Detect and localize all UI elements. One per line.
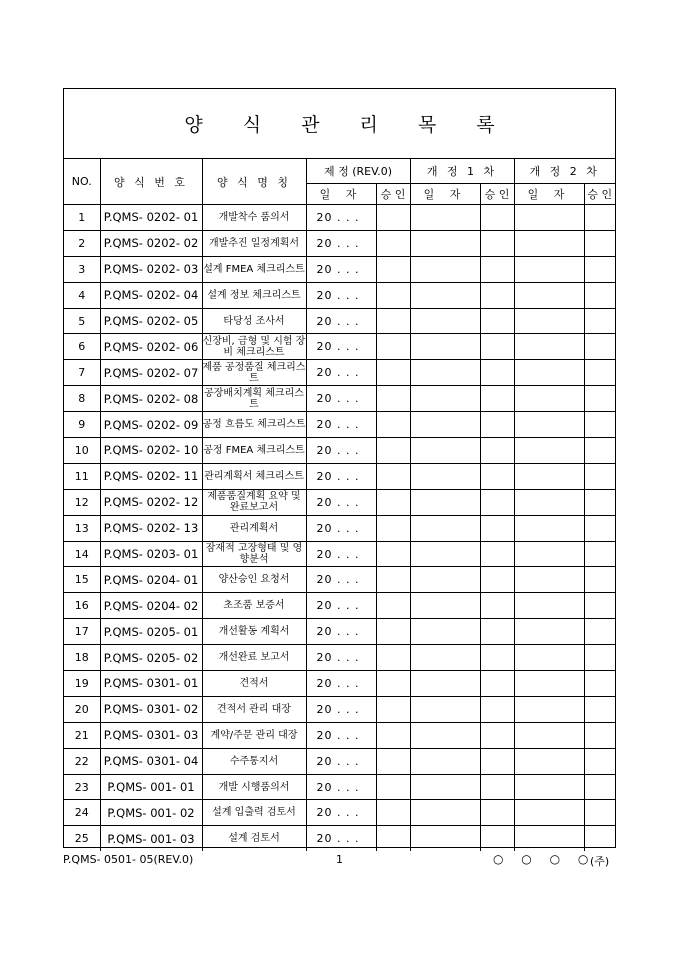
row-code: P.QMS- 0301- 03 xyxy=(100,722,202,748)
row-name: 개발 시행품의서 xyxy=(202,774,306,800)
header-rev2: 개 정 2 차 xyxy=(514,159,615,184)
row-rev1-date xyxy=(410,619,480,645)
row-rev2-approve xyxy=(584,489,615,515)
row-no: 21 xyxy=(64,722,100,748)
row-rev0-approve xyxy=(376,412,410,438)
row-rev0-date: 20 . . . xyxy=(306,774,376,800)
row-rev1-date xyxy=(410,205,480,231)
row-rev0-date: 20 . . . xyxy=(306,334,376,360)
row-rev0-approve xyxy=(376,205,410,231)
row-name: 계약/주문 관리 대장 xyxy=(202,722,306,748)
row-name: 공장배치계획 체크리스트 xyxy=(202,386,306,412)
row-no: 10 xyxy=(64,438,100,464)
row-rev1-approve xyxy=(480,438,514,464)
row-rev2-date xyxy=(514,256,584,282)
row-rev2-approve xyxy=(584,256,615,282)
row-rev2-date xyxy=(514,567,584,593)
row-rev1-approve xyxy=(480,567,514,593)
row-no: 15 xyxy=(64,567,100,593)
footer-form-code: P.QMS- 0501- 05(REV.0) xyxy=(63,853,194,866)
row-code: P.QMS- 0202- 05 xyxy=(100,308,202,334)
row-name: 관리계획서 체크리스트 xyxy=(202,463,306,489)
row-rev0-date: 20 . . . xyxy=(306,722,376,748)
row-no: 23 xyxy=(64,774,100,800)
row-rev0-approve xyxy=(376,619,410,645)
header-rev1-date: 일 자 xyxy=(410,184,480,205)
row-rev1-date xyxy=(410,438,480,464)
row-rev1-date xyxy=(410,541,480,567)
row-rev1-approve xyxy=(480,489,514,515)
row-rev0-date: 20 . . . xyxy=(306,567,376,593)
row-rev0-date: 20 . . . xyxy=(306,489,376,515)
row-code: P.QMS- 0202- 09 xyxy=(100,412,202,438)
row-no: 4 xyxy=(64,282,100,308)
row-name: 공정 흐름도 체크리스트 xyxy=(202,412,306,438)
row-name: 신장비, 금형 및 시험 장비 체크리스트 xyxy=(202,335,306,358)
row-name: 설계 정보 체크리스트 xyxy=(202,282,306,308)
row-rev1-date xyxy=(410,308,480,334)
row-rev2-date xyxy=(514,230,584,256)
row-rev0-approve xyxy=(376,230,410,256)
row-rev0-date: 20 . . . xyxy=(306,230,376,256)
row-rev2-approve xyxy=(584,826,615,851)
row-rev0-approve xyxy=(376,360,410,386)
row-code: P.QMS- 001- 02 xyxy=(100,800,202,826)
row-rev1-date xyxy=(410,696,480,722)
table-row xyxy=(64,567,615,593)
row-no: 11 xyxy=(64,463,100,489)
row-rev2-approve xyxy=(584,334,615,360)
row-no: 13 xyxy=(64,515,100,541)
row-rev0-date: 20 . . . xyxy=(306,645,376,671)
row-no: 6 xyxy=(64,334,100,360)
row-rev2-approve xyxy=(584,205,615,231)
row-rev2-date xyxy=(514,515,584,541)
table-row xyxy=(64,826,615,851)
row-rev1-date xyxy=(410,230,480,256)
row-rev1-date xyxy=(410,722,480,748)
row-rev1-approve xyxy=(480,256,514,282)
row-rev2-approve xyxy=(584,645,615,671)
row-rev2-approve xyxy=(584,774,615,800)
row-rev2-date xyxy=(514,438,584,464)
row-code: P.QMS- 001- 03 xyxy=(100,826,202,851)
row-no: 12 xyxy=(64,489,100,515)
table-row xyxy=(64,386,615,412)
row-rev2-date xyxy=(514,800,584,826)
row-no: 7 xyxy=(64,360,100,386)
row-code: P.QMS- 0202- 12 xyxy=(100,489,202,515)
header-rev1-approve: 승 인 xyxy=(480,184,514,205)
row-rev0-date: 20 . . . xyxy=(306,593,376,619)
row-rev2-date xyxy=(514,360,584,386)
row-rev0-approve xyxy=(376,748,410,774)
row-rev0-date: 20 . . . xyxy=(306,282,376,308)
table-row xyxy=(64,463,615,489)
row-no: 19 xyxy=(64,671,100,697)
header-rev0-approve: 승 인 xyxy=(376,184,410,205)
row-no: 8 xyxy=(64,386,100,412)
row-rev1-approve xyxy=(480,386,514,412)
page-footer xyxy=(63,853,616,869)
header-code: 양 식 번 호 xyxy=(100,159,202,205)
row-rev0-date: 20 . . . xyxy=(306,463,376,489)
row-no: 2 xyxy=(64,230,100,256)
row-rev1-date xyxy=(410,645,480,671)
table-row xyxy=(64,282,615,308)
row-rev2-approve xyxy=(584,567,615,593)
footer-page-number: 1 xyxy=(336,853,343,866)
row-rev2-date xyxy=(514,205,584,231)
row-name: 견적서 xyxy=(202,671,306,697)
row-rev1-date xyxy=(410,748,480,774)
form-list-table xyxy=(64,159,615,851)
row-rev2-approve xyxy=(584,438,615,464)
row-rev0-approve xyxy=(376,541,410,567)
row-name: 개선활동 계획서 xyxy=(202,619,306,645)
row-rev0-date: 20 . . . xyxy=(306,541,376,567)
row-rev0-date: 20 . . . xyxy=(306,696,376,722)
row-rev0-approve xyxy=(376,489,410,515)
row-no: 18 xyxy=(64,645,100,671)
row-rev2-approve xyxy=(584,360,615,386)
row-rev2-date xyxy=(514,463,584,489)
row-code: P.QMS- 0202- 02 xyxy=(100,230,202,256)
table-row xyxy=(64,308,615,334)
row-rev2-approve xyxy=(584,748,615,774)
row-rev2-date xyxy=(514,774,584,800)
row-code: P.QMS- 0202- 07 xyxy=(100,360,202,386)
row-rev2-approve xyxy=(584,800,615,826)
row-rev1-date xyxy=(410,489,480,515)
row-rev1-approve xyxy=(480,722,514,748)
row-no: 16 xyxy=(64,593,100,619)
row-rev2-date xyxy=(514,671,584,697)
row-rev2-date xyxy=(514,593,584,619)
row-rev2-approve xyxy=(584,386,615,412)
row-rev0-date: 20 . . . xyxy=(306,438,376,464)
row-rev2-date xyxy=(514,645,584,671)
row-rev2-approve xyxy=(584,722,615,748)
row-rev2-date xyxy=(514,748,584,774)
table-row xyxy=(64,722,615,748)
row-rev2-approve xyxy=(584,515,615,541)
row-rev0-approve xyxy=(376,722,410,748)
row-no: 20 xyxy=(64,696,100,722)
row-rev2-approve xyxy=(584,412,615,438)
row-code: P.QMS- 0205- 02 xyxy=(100,645,202,671)
row-rev2-date xyxy=(514,282,584,308)
row-rev2-date xyxy=(514,308,584,334)
row-code: P.QMS- 0203- 01 xyxy=(100,541,202,567)
row-no: 22 xyxy=(64,748,100,774)
row-rev1-approve xyxy=(480,412,514,438)
row-name: 공정 FMEA 체크리스트 xyxy=(202,438,306,464)
row-rev0-date: 20 . . . xyxy=(306,748,376,774)
table-row xyxy=(64,360,615,386)
row-name: 개선완료 보고서 xyxy=(202,645,306,671)
row-rev1-approve xyxy=(480,205,514,231)
header-row-1 xyxy=(64,159,615,184)
row-name: 제품품질계획 요약 및 완료보고서 xyxy=(202,489,306,515)
row-rev2-approve xyxy=(584,463,615,489)
row-no: 25 xyxy=(64,826,100,851)
row-name: 설계 FMEA 체크리스트 xyxy=(202,256,306,282)
row-rev0-approve xyxy=(376,774,410,800)
row-code: P.QMS- 0204- 01 xyxy=(100,567,202,593)
row-rev1-date xyxy=(410,386,480,412)
table-row xyxy=(64,334,615,360)
row-rev1-date xyxy=(410,282,480,308)
row-code: P.QMS- 0202- 10 xyxy=(100,438,202,464)
row-rev1-approve xyxy=(480,645,514,671)
row-rev2-date xyxy=(514,696,584,722)
row-rev2-date xyxy=(514,619,584,645)
row-no: 9 xyxy=(64,412,100,438)
row-rev1-date xyxy=(410,826,480,851)
row-rev1-approve xyxy=(480,671,514,697)
row-rev1-date xyxy=(410,515,480,541)
row-rev2-date xyxy=(514,386,584,412)
row-code: P.QMS- 0204- 02 xyxy=(100,593,202,619)
row-rev2-approve xyxy=(584,308,615,334)
row-rev1-approve xyxy=(480,515,514,541)
row-rev1-date xyxy=(410,463,480,489)
row-name: 견적서 관리 대장 xyxy=(202,696,306,722)
row-rev0-date: 20 . . . xyxy=(306,412,376,438)
row-code: P.QMS- 0202- 11 xyxy=(100,463,202,489)
row-name: 잠재적 고장형태 및 영향분석 xyxy=(202,541,306,567)
row-no: 17 xyxy=(64,619,100,645)
table-row xyxy=(64,541,615,567)
footer-company-suffix: (주) xyxy=(590,855,610,868)
row-rev0-approve xyxy=(376,593,410,619)
row-name: 개발추진 일정계획서 xyxy=(202,230,306,256)
row-rev1-approve xyxy=(480,360,514,386)
row-code: P.QMS- 0202- 04 xyxy=(100,282,202,308)
row-rev2-approve xyxy=(584,230,615,256)
header-rev2-approve: 승 인 xyxy=(584,184,615,205)
row-no: 5 xyxy=(64,308,100,334)
row-rev0-date: 20 . . . xyxy=(306,619,376,645)
table-row xyxy=(64,515,615,541)
header-name: 양 식 명 칭 xyxy=(202,159,306,205)
row-code: P.QMS- 0202- 03 xyxy=(100,256,202,282)
row-name: 개발착수 품의서 xyxy=(202,205,306,231)
row-name: 제품 공정품질 체크리스트 xyxy=(202,361,306,384)
row-rev2-approve xyxy=(584,282,615,308)
row-rev0-approve xyxy=(376,463,410,489)
row-rev2-approve xyxy=(584,619,615,645)
row-rev0-approve xyxy=(376,567,410,593)
row-rev0-approve xyxy=(376,800,410,826)
row-code: P.QMS- 0202- 01 xyxy=(100,205,202,231)
row-rev0-approve xyxy=(376,256,410,282)
row-rev1-approve xyxy=(480,748,514,774)
row-rev0-approve xyxy=(376,334,410,360)
row-rev0-approve xyxy=(376,438,410,464)
row-rev1-approve xyxy=(480,282,514,308)
row-rev0-approve xyxy=(376,308,410,334)
table-row xyxy=(64,205,615,231)
row-code: P.QMS- 001- 01 xyxy=(100,774,202,800)
row-code: P.QMS- 0301- 04 xyxy=(100,748,202,774)
header-rev0-date: 일 자 xyxy=(306,184,376,205)
row-rev1-approve xyxy=(480,696,514,722)
row-rev2-date xyxy=(514,541,584,567)
table-row xyxy=(64,489,615,515)
row-rev0-approve xyxy=(376,282,410,308)
row-code: P.QMS- 0202- 13 xyxy=(100,515,202,541)
header-rev1: 개 정 1 차 xyxy=(410,159,514,184)
row-rev0-date: 20 . . . xyxy=(306,515,376,541)
row-code: P.QMS- 0205- 01 xyxy=(100,619,202,645)
row-rev0-date: 20 . . . xyxy=(306,386,376,412)
header-no: NO. xyxy=(64,159,100,205)
row-rev2-date xyxy=(514,334,584,360)
header-rev2-date: 일 자 xyxy=(514,184,584,205)
row-no: 1 xyxy=(64,205,100,231)
row-name: 타당성 조사서 xyxy=(202,308,306,334)
row-rev1-date xyxy=(410,567,480,593)
row-rev0-approve xyxy=(376,671,410,697)
row-rev1-approve xyxy=(480,619,514,645)
row-name: 수주통지서 xyxy=(202,748,306,774)
row-rev2-approve xyxy=(584,593,615,619)
row-rev1-approve xyxy=(480,774,514,800)
row-rev2-date xyxy=(514,412,584,438)
row-rev1-date xyxy=(410,360,480,386)
row-no: 3 xyxy=(64,256,100,282)
row-rev1-approve xyxy=(480,334,514,360)
row-name: 양산승인 요청서 xyxy=(202,567,306,593)
row-rev1-approve xyxy=(480,800,514,826)
row-rev1-date xyxy=(410,774,480,800)
row-rev2-date xyxy=(514,826,584,851)
row-rev1-approve xyxy=(480,463,514,489)
table-row xyxy=(64,593,615,619)
row-rev1-date xyxy=(410,334,480,360)
row-rev0-date: 20 . . . xyxy=(306,826,376,851)
row-rev2-date xyxy=(514,489,584,515)
table-row xyxy=(64,619,615,645)
row-rev1-approve xyxy=(480,593,514,619)
row-rev0-date: 20 . . . xyxy=(306,800,376,826)
row-rev0-date: 20 . . . xyxy=(306,671,376,697)
table-row xyxy=(64,671,615,697)
row-rev1-date xyxy=(410,256,480,282)
table-row xyxy=(64,230,615,256)
table-row xyxy=(64,438,615,464)
table-row xyxy=(64,412,615,438)
row-code: P.QMS- 0202- 06 xyxy=(100,334,202,360)
row-rev2-approve xyxy=(584,671,615,697)
title-box xyxy=(64,89,615,159)
row-rev0-approve xyxy=(376,386,410,412)
row-rev1-date xyxy=(410,800,480,826)
row-no: 14 xyxy=(64,541,100,567)
table-row xyxy=(64,256,615,282)
row-rev1-approve xyxy=(480,826,514,851)
row-rev0-date: 20 . . . xyxy=(306,256,376,282)
row-rev1-date xyxy=(410,412,480,438)
row-rev0-approve xyxy=(376,645,410,671)
row-rev0-date: 20 . . . xyxy=(306,308,376,334)
row-name: 초조품 보증서 xyxy=(202,593,306,619)
table-row xyxy=(64,800,615,826)
row-rev1-date xyxy=(410,593,480,619)
row-rev0-date: 20 . . . xyxy=(306,205,376,231)
table-row xyxy=(64,748,615,774)
row-rev0-approve xyxy=(376,515,410,541)
row-name: 설계 검토서 xyxy=(202,826,306,851)
row-rev0-approve xyxy=(376,826,410,851)
row-name: 설계 입출력 검토서 xyxy=(202,800,306,826)
row-name: 관리계획서 xyxy=(202,515,306,541)
row-code: P.QMS- 0301- 02 xyxy=(100,696,202,722)
row-no: 24 xyxy=(64,800,100,826)
row-rev0-date: 20 . . . xyxy=(306,360,376,386)
row-rev1-approve xyxy=(480,541,514,567)
row-rev2-approve xyxy=(584,541,615,567)
document-frame xyxy=(63,88,616,848)
row-code: P.QMS- 0301- 01 xyxy=(100,671,202,697)
table-row xyxy=(64,774,615,800)
row-rev1-date xyxy=(410,671,480,697)
row-rev1-approve xyxy=(480,308,514,334)
table-row xyxy=(64,696,615,722)
row-rev0-approve xyxy=(376,696,410,722)
page-title: 양 식 관 리 목 록 xyxy=(184,114,512,136)
footer-company-name-placeholder: ○ ○ ○ ○ xyxy=(493,852,596,866)
row-rev1-approve xyxy=(480,230,514,256)
row-rev2-approve xyxy=(584,696,615,722)
row-rev2-date xyxy=(514,722,584,748)
row-code: P.QMS- 0202- 08 xyxy=(100,386,202,412)
table-row xyxy=(64,645,615,671)
header-rev0: 제 정 (REV.0) xyxy=(306,159,410,184)
